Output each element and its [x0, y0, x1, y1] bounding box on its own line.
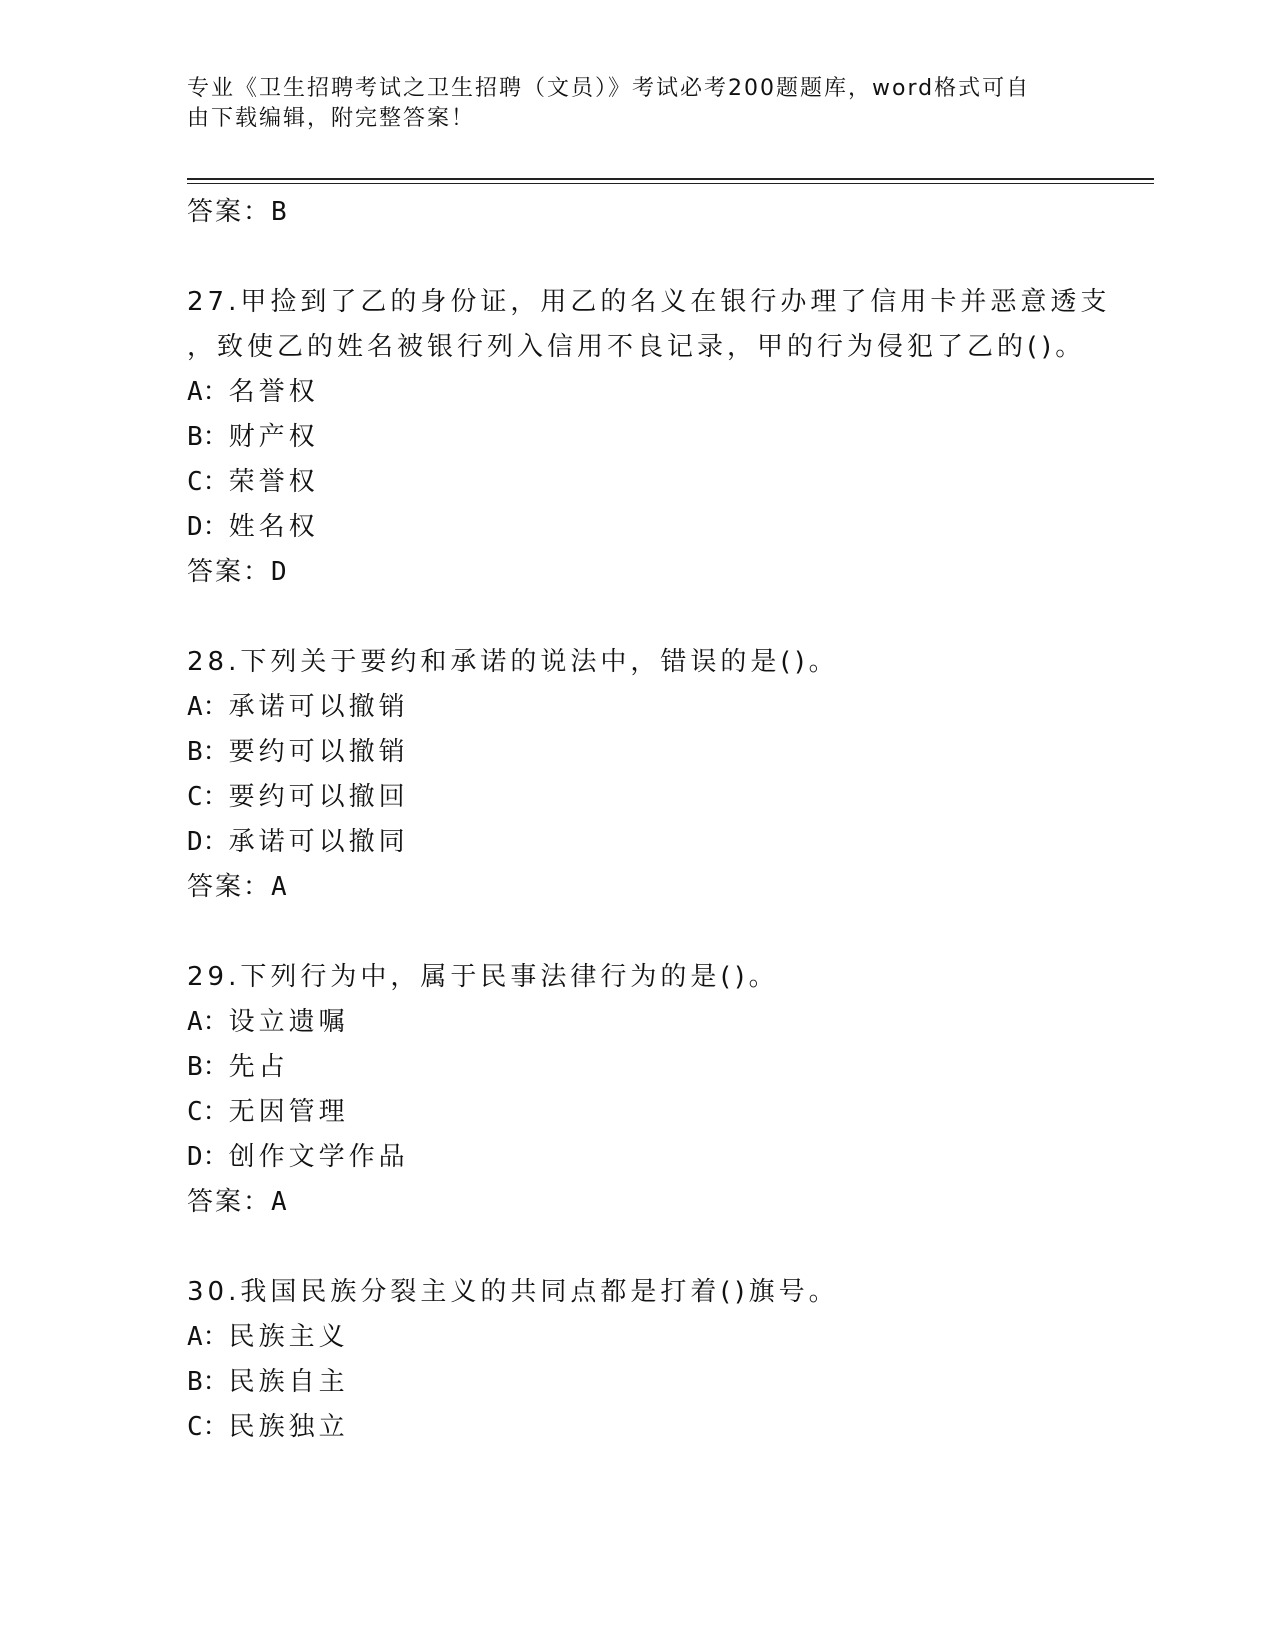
option-b: B：民族自主: [187, 1367, 349, 1397]
question-29: [187, 955, 1087, 1225]
question-text: 28.下列关于要约和承诺的说法中，错误的是()。: [187, 647, 839, 677]
option-c: C：荣誉权: [187, 467, 319, 497]
option-c: C：民族独立: [187, 1412, 349, 1442]
option-b: B：财产权: [187, 422, 319, 452]
question-text: 29.下列行为中，属于民事法律行为的是()。: [187, 962, 779, 992]
question-list: [187, 190, 1111, 1450]
answer-label: 答案：: [187, 197, 272, 227]
header-rule-thick: [187, 178, 1154, 180]
document-header: [187, 74, 1067, 134]
previous-answer: [187, 190, 1087, 235]
question-28: [187, 640, 1087, 910]
option-a: A：名誉权: [187, 377, 319, 407]
answer-value: B: [271, 197, 289, 227]
option-a: A：设立遗嘱: [187, 1007, 349, 1037]
answer: 答案：A: [187, 1187, 289, 1217]
option-a: A：承诺可以撤销: [187, 692, 409, 722]
option-d: D：承诺可以撤同: [187, 827, 409, 857]
question-text: ，致使乙的姓名被银行列入信用不良记录，甲的行为侵犯了乙的()。: [187, 332, 1086, 362]
option-a: A：民族主义: [187, 1322, 349, 1352]
option-c: C：要约可以撤回: [187, 782, 409, 812]
header-line-2: 由下载编辑，附完整答案！: [187, 106, 476, 131]
question-27: [187, 280, 1111, 595]
header-line-1: 专业《卫生招聘考试之卫生招聘（文员）》考试必考200题题库，word格式可自: [187, 76, 1031, 101]
question-text: 30.我国民族分裂主义的共同点都是打着()旗号。: [187, 1277, 839, 1307]
option-b: B：要约可以撤销: [187, 737, 409, 767]
option-d: D：姓名权: [187, 512, 319, 542]
question-30: [187, 1270, 1087, 1450]
option-b: B：先占: [187, 1052, 289, 1082]
question-text: 27.甲捡到了乙的身份证，用乙的名义在银行办理了信用卡并恶意透支: [187, 287, 1111, 317]
answer: 答案：D: [187, 557, 289, 587]
answer: 答案：A: [187, 872, 289, 902]
header-rule-thin: [187, 183, 1154, 184]
option-d: D：创作文学作品: [187, 1142, 409, 1172]
option-c: C：无因管理: [187, 1097, 349, 1127]
